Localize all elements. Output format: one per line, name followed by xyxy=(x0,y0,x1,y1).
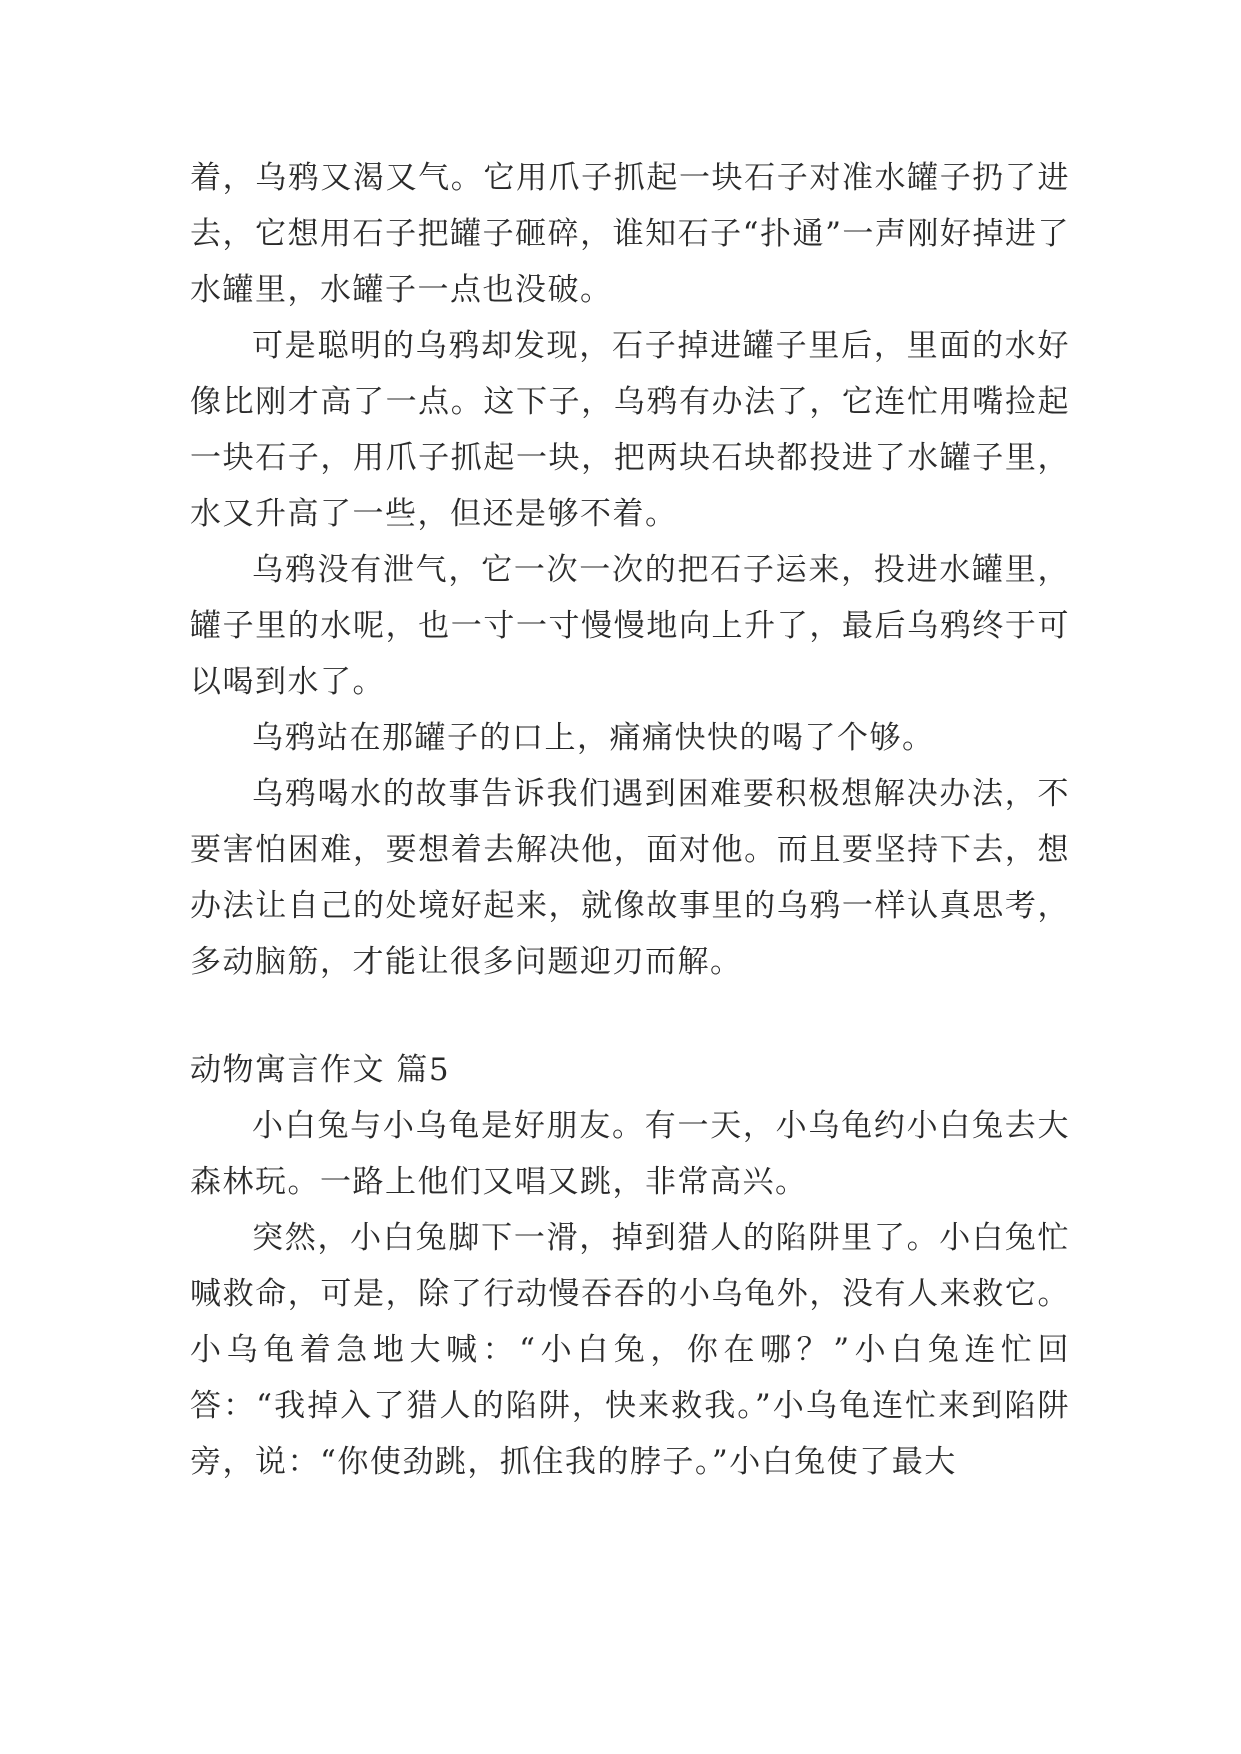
paragraph: 乌鸦没有泄气，它一次一次的把石子运来，投进水罐里，罐子里的水呢，也一寸一寸慢慢地向上升了，最后乌鸦终于可以喝到水了。 xyxy=(190,552,1070,700)
paragraph: 可是聪明的乌鸦却发现，石子掉进罐子里后，里面的水好像比刚才高了一点。这下子，乌鸦有办法了，它连忙用嘴捡起一块石子，用爪子抓起一块，把两块石块都投进了水罐子里，水又升高了一些，但还是够不着。 xyxy=(190,328,1070,532)
paragraph: 小白兔与小乌龟是好朋友。有一天，小乌龟约小白兔去大森林玩。一路上他们又唱又跳，非常高兴。 xyxy=(190,1108,1070,1200)
document-body xyxy=(190,150,1070,1490)
paragraph: 乌鸦喝水的故事告诉我们遇到困难要积极想解决办法，不要害怕困难，要想着去解决他，面对他。而且要坚持下去，想办法让自己的处境好起来，就像故事里的乌鸦一样认真思考，多动脑筋，才能让很多问题迎刃而解。 xyxy=(190,776,1070,980)
section-heading: 动物寓言作文 篇5 xyxy=(190,1052,451,1088)
paragraph-continued: 着，乌鸦又渴又气。它用爪子抓起一块石子对准水罐子扔了进去，它想用石子把罐子砸碎，谁知石子“扑通”一声刚好掉进了水罐里，水罐子一点也没破。 xyxy=(190,160,1070,308)
paragraph: 突然，小白兔脚下一滑，掉到猎人的陷阱里了。小白兔忙喊救命，可是，除了行动慢吞吞的小乌龟外，没有人来救它。小乌龟着急地大喊：“小白兔，你在哪？”小白兔连忙回答：“我掉入了猎人的陷阱，快来救我。”小乌龟连忙来到陷阱旁，说：“你使劲跳，抓住我的脖子。”小白兔使了最大 xyxy=(190,1220,1070,1480)
paragraph: 乌鸦站在那罐子的口上，痛痛快快的喝了个够。 xyxy=(252,720,935,756)
